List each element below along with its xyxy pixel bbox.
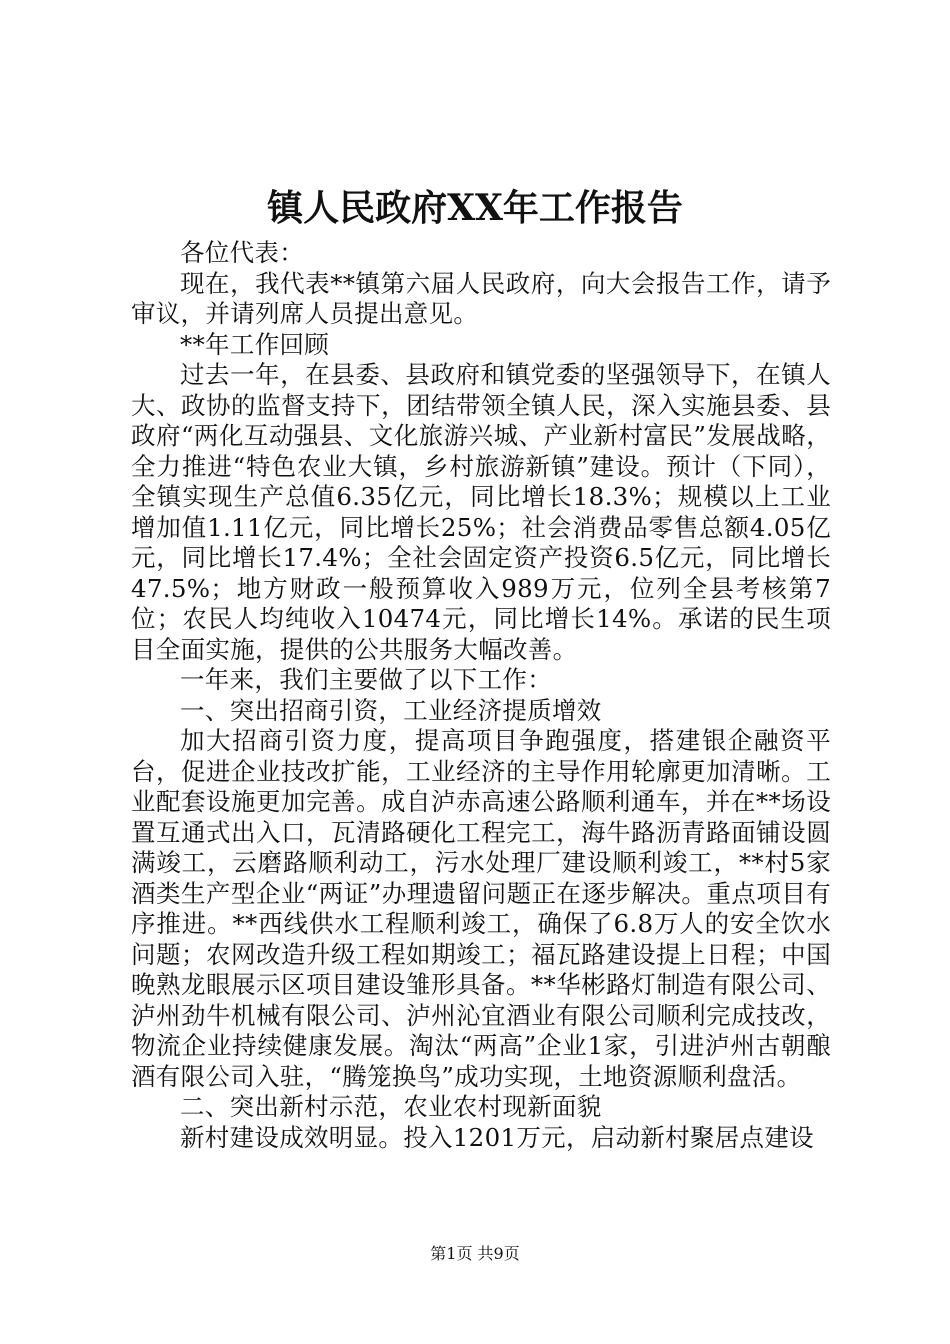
body-paragraph: 加大招商引资力度，提高项目争跑强度，搭建银企融资平台，促进企业技改扩能，工业经济的主导作用轮廓更加清晰。工业配套设施更加完善。成自泸赤高速公路顺利通车，并在**场设置互通式出入口，瓦清路硬化工程完工，海牛路沥青路面铺设圆满竣工，云磨路顺利动工，污水处理厂建设顺利竣工，**村5家酒类生产型企业“两证”办理遗留问题正在逐步解决。重点项目有序推进。**西线供水工程顺利竣工，确保了6.8万人的安全饮水问题；农网改造升级工程如期竣工；福瓦路建设提上日程；中国晚熟龙眼展示区项目建设雏形具备。**华彬路灯制造有限公司、泸州劲牛机械有限公司、泸州沁宜酒业有限公司顺利完成技改，物流企业持续健康发展。淘汰“两高”企业1家，引进泸州古朝酿酒有限公司入驻，“腾笼换鸟”成功实现，土地资源顺利盘活。 — [131, 726, 831, 1091]
section-heading: 二、突出新村示范，农业农村现新面貌 — [180, 1092, 602, 1121]
salutation: 各位代表： — [180, 238, 304, 267]
page-footer: 第1页 共9页 — [430, 1244, 520, 1263]
document-body — [131, 238, 831, 1153]
document-title: 镇人民政府XX年工作报告 — [267, 187, 683, 229]
section-heading: 一、突出招商引资，工业经济提质增效 — [180, 695, 602, 725]
body-paragraph: 过去一年，在县委、县政府和镇党委的坚强领导下，在镇人大、政协的监督支持下，团结带领全镇人民，深入实施县委、县政府“两化互动强县、文化旅游兴城、产业新村富民”发展战略，全力推进“特色农业大镇，乡村旅游新镇”建设。预计（下同），全镇实现生产总值6.35亿元，同比增长18.3%；规模以上工业增加值1.11亿元，同比增长25%；社会消费品零售总额4.05亿元，同比增长17.4%；全社会固定资产投资6.5亿元，同比增长47.5%；地方财政一般预算收入989万元，位列全县考核第7位；农民人均纯收入10474元，同比增长14%。承诺的民生项目全面实施，提供的公共服务大幅改善。 — [131, 360, 831, 664]
body-paragraph: 新村建设成效明显。投入1201万元，启动新村聚居点建设 — [180, 1122, 814, 1152]
section-heading: **年工作回顾 — [180, 329, 330, 359]
body-paragraph: 一年来，我们主要做了以下工作： — [180, 665, 552, 694]
body-paragraph: 现在，我代表**镇第六届人民政府，向大会报告工作，请予审议，并请列席人员提出意见。 — [131, 268, 831, 328]
